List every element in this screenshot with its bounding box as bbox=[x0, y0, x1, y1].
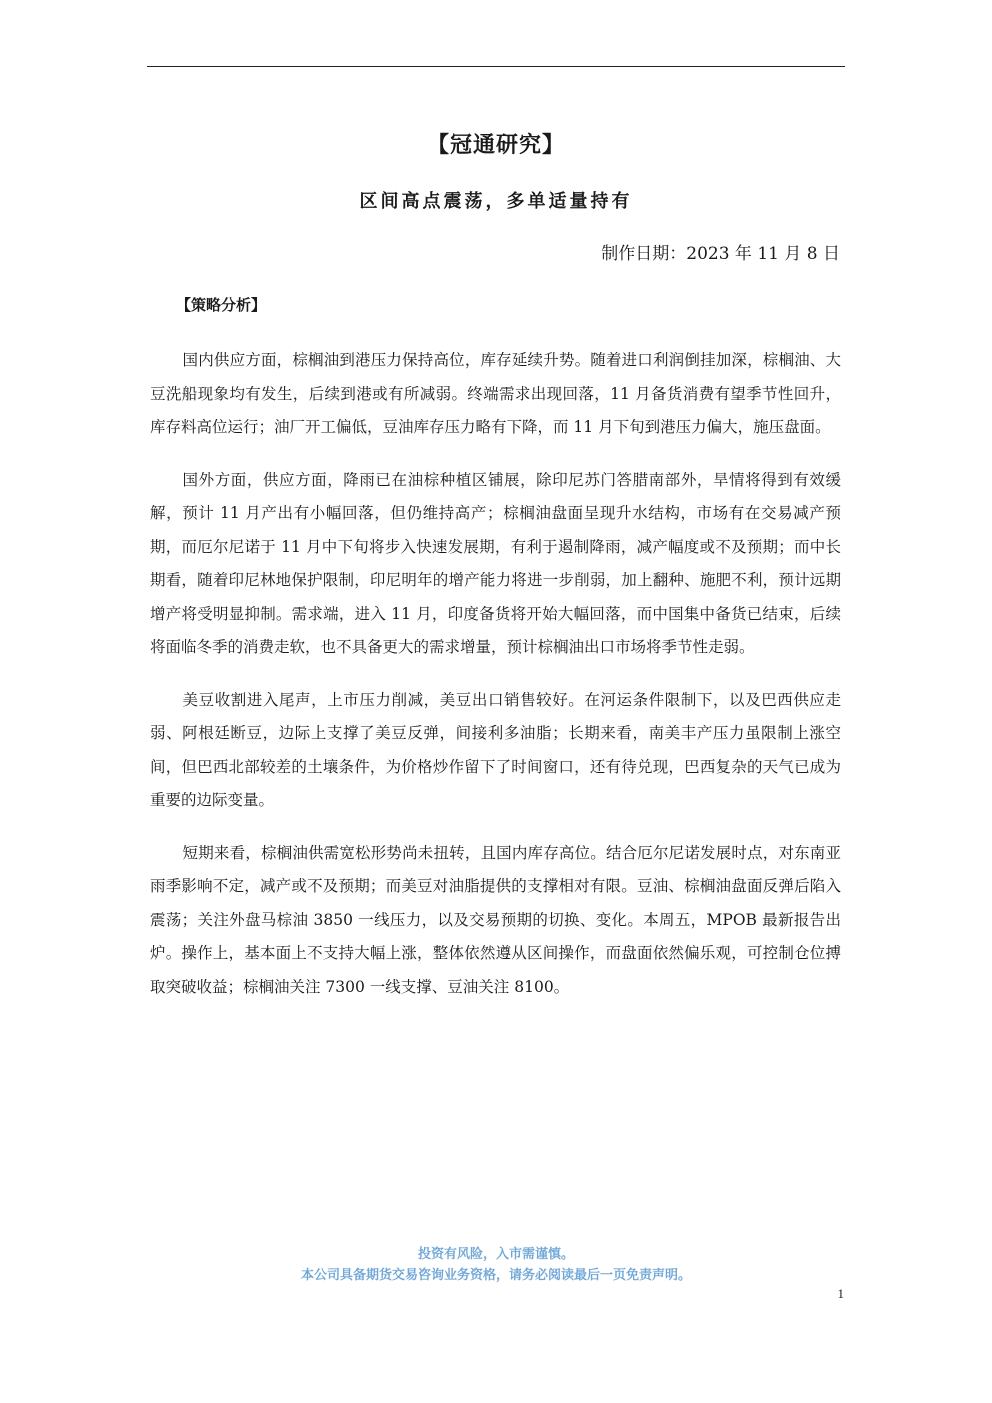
disclaimer-notice: 本公司具备期货交易咨询业务资格，请务必阅读最后一页免责声明。 bbox=[300, 1268, 691, 1283]
report-headline: 区间高点震荡，多单适量持有 bbox=[359, 191, 633, 212]
report-date: 制作日期：2023 年 11 月 8 日 bbox=[601, 244, 840, 264]
paragraph-us-soybean: 美豆收割进入尾声，上市压力削减，美豆出口销售较好。在河运条件限制下，以及巴西供应走弱、阿根廷断豆，边际上支撑了美豆反弹，间接利多油脂；长期来看，南美丰产压力虽限制上涨空间，但巴西北部较差的土壤条件，为价格炒作留下了时间窗口，还有待兑现，巴西复杂的天气已成为重要的边际变量。 bbox=[150, 690, 841, 809]
brand-title: 【冠通研究】 bbox=[426, 132, 565, 158]
report-body bbox=[150, 344, 841, 1023]
paragraph-domestic-supply: 国内供应方面，棕榈油到港压力保持高位，库存延续升势。随着进口利润倒挂加深，棕榈油、大豆洗船现象均有发生，后续到港或有所减弱。终端需求出现回落，11 月备货消费有望季节性回升，库存料高位运行；油厂开工偏低，豆油库存压力略有下降，而 11 月下旬到港压力偏大，施压盘面。 bbox=[150, 351, 841, 436]
footer-disclaimer bbox=[0, 1244, 992, 1286]
header-rule bbox=[147, 66, 845, 67]
page-number: 1 bbox=[837, 1286, 844, 1301]
paragraph-short-term-view: 短期来看，棕榈油供需宽松形势尚未扭转，且国内库存高位。结合厄尔尼诺发展时点，对东南亚雨季影响不定，减产或不及预期；而美豆对油脂提供的支撑相对有限。豆油、棕榈油盘面反弹后陷入震荡；关注外盘马棕油 3850 一线压力，以及交易预期的切换、变化。本周五，MPOB 最新报告出炉。操作上，基本面上不支持大幅上涨，整体依然遵从区间操作，而盘面依然偏乐观，可控制仓位搏取突破收益；棕榈油关注 7300 一线支撑、豆油关注 8100。 bbox=[150, 843, 841, 996]
risk-warning: 投资有风险，入市需谨慎。 bbox=[417, 1247, 574, 1262]
section-heading: 【策略分析】 bbox=[176, 296, 267, 314]
paragraph-overseas: 国外方面，供应方面，降雨已在油棕种植区铺展，除印尼苏门答腊南部外，旱情将得到有效缓解，预计 11 月产出有小幅回落，但仍维持高产；棕榈油盘面呈现升水结构，市场有在交易减产预期，而厄尔尼诺于 11 月中下旬将步入快速发展期，有利于遏制降雨，减产幅度或不及预期；而中长期看，随着印尼林地保护限制，印尼明年的增产能力将进一步削弱，加上翻种、施肥不利，预计远期增产将受明显抑制。需求端，进入 11 月，印度备货将开始大幅回落，而中国集中备货已结束，后续将面临冬季的消费走软，也不具备更大的需求增量，预计棕榈油出口市场将季节性走弱。 bbox=[150, 470, 841, 656]
